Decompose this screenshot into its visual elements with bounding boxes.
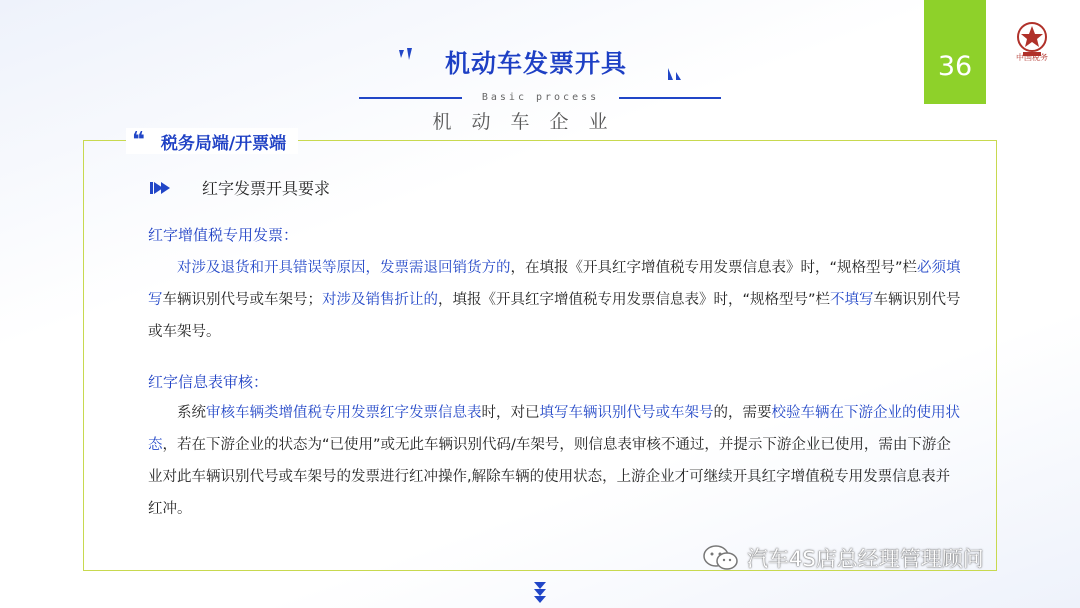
body-text: 系统 [177, 405, 206, 421]
section1-paragraph [148, 252, 964, 348]
subtitle-divider-left [359, 97, 462, 99]
highlighted-text: 审核车辆类增值税专用发票红字发票信息表 [206, 405, 482, 421]
double-arrow-icon [150, 181, 172, 195]
logo-text: 中国税务 [1016, 53, 1048, 62]
body-text: ，若在下游企业的状态为“已使用”或无此车辆识别代码/车架号，则信息表审核不通过，并提示下游企业已使用，需由下游企业对此车辆识别代号或车架号的发票进行红冲操作,解除车辆的使用状态，上游企业才可继续开具红字增值税专用发票信息表并红冲。 [148, 437, 951, 517]
body-text: 时，对已 [481, 405, 540, 421]
watermark-text: 汽车4S店总经理管理顾问 [747, 547, 984, 571]
section2-paragraph [148, 397, 964, 525]
down-arrows-icon [533, 580, 547, 604]
highlighted-text: 对涉及退货和开具错误等原因，发票需退回销货方的 [177, 260, 511, 276]
body-text: ，填报《开具红字增值税专用发票信息表》时，“规格型号”栏 [438, 292, 831, 308]
title-deco-right-icon [664, 64, 684, 82]
body-text: 车辆识别代号或车架号； [162, 292, 322, 308]
quote-icon: ❝ [132, 128, 145, 153]
section-heading-label: 红字发票开具要求 [202, 179, 331, 198]
section-heading [150, 176, 330, 199]
section2-heading: 红字信息表审核： [148, 373, 269, 391]
wechat-icon [701, 543, 741, 573]
watermark [701, 543, 984, 573]
body-text: ，在填报《开具红字增值税专用发票信息表》时，“规格型号”栏 [510, 260, 918, 276]
subtitle-divider-right [619, 97, 721, 99]
subtitle-chinese: 机动车企业 [432, 111, 628, 133]
highlighted-text: 填写车辆识别代号或车架号 [539, 405, 714, 421]
highlighted-text: 不填写 [830, 292, 874, 308]
body-text: 的，需要 [713, 405, 772, 421]
title-deco-left-icon [397, 46, 417, 64]
body-text: 车辆识别代号或车架号。 [148, 292, 961, 340]
highlighted-text: 必须填写 [148, 260, 961, 308]
slide-title: 机动车发票开具 [445, 49, 628, 78]
frame-title: 税务局端/开票端 [160, 133, 287, 154]
page-number: 36 [937, 51, 973, 82]
frame-tab [126, 128, 298, 154]
page-number-badge [924, 0, 986, 104]
highlighted-text: 对涉及销售折让的 [322, 292, 438, 308]
subtitle-english: Basic process [481, 92, 600, 103]
section1-heading: 红字增值税专用发票： [148, 226, 299, 244]
highlighted-text: 校验车辆在下游企业的使用状态 [148, 405, 960, 453]
